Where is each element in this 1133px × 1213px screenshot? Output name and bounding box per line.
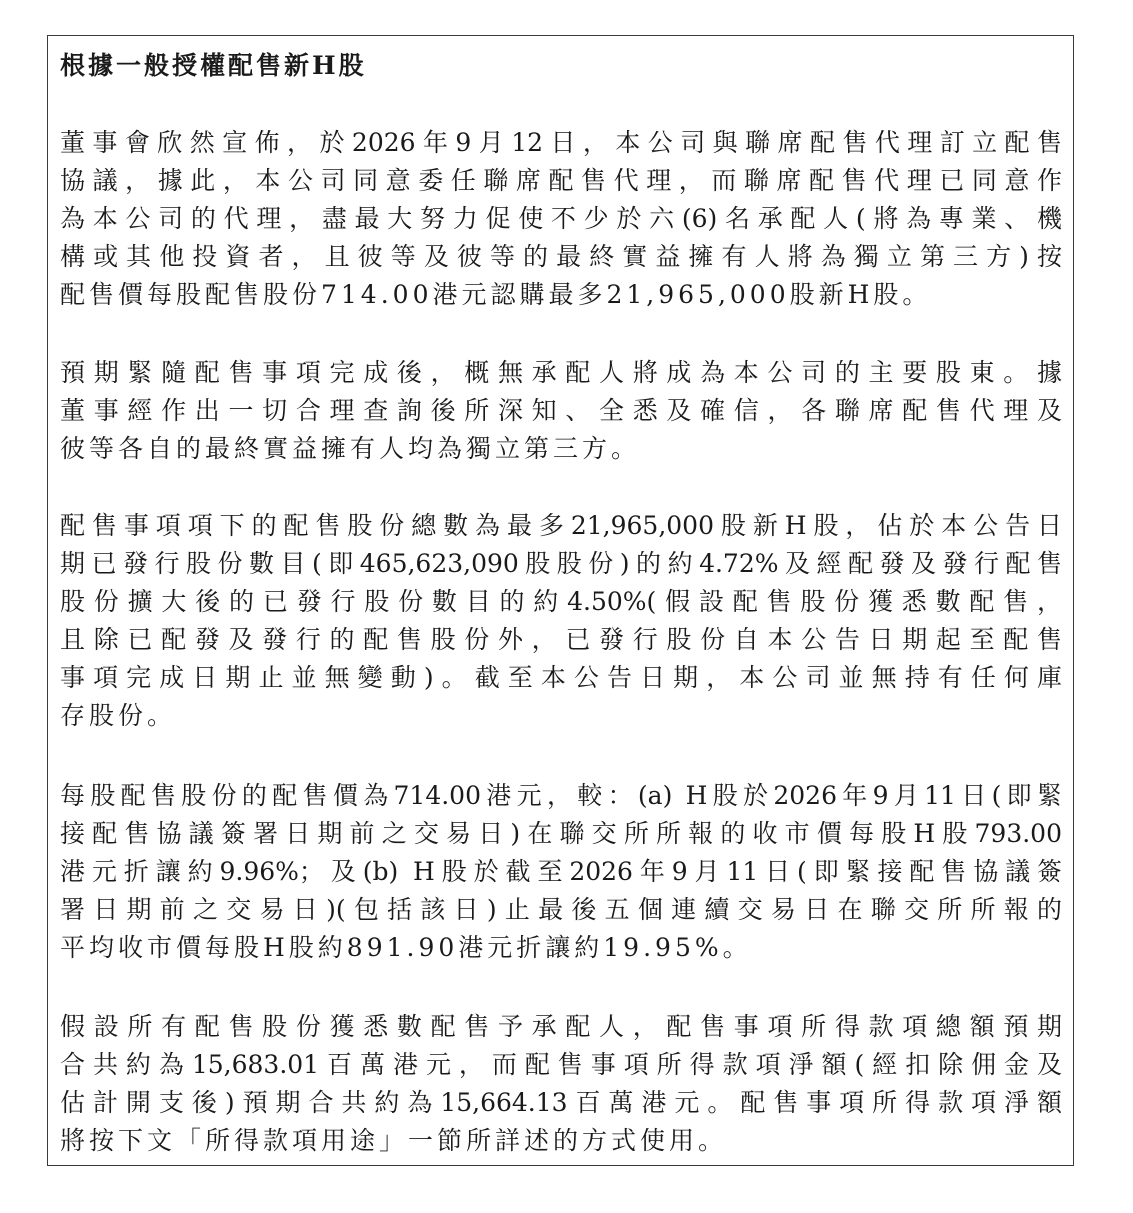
paragraph-line: 配售事項項下的配售股份總數為最多21,965,000股新H股，佔於本公告日 [60, 511, 1062, 540]
paragraph-line: 期已發行股份數目(即465,623,090股股份)的約4.72%及經配發及發行配售 [60, 549, 1062, 578]
paragraph-line: 股份擴大後的已發行股份數目的約4.50%(假設配售股份獲悉數配售， [60, 587, 1062, 616]
paragraph-line: 預期緊隨配售事項完成後，概無承配人將成為本公司的主要股東。據 [60, 358, 1062, 387]
paragraph-placing-shares [60, 507, 1062, 735]
paragraph-line: 存股份。 [60, 701, 177, 730]
paragraph-line: 平均收市價每股H股約891.90港元折讓約19.95%。 [60, 933, 752, 962]
paragraph-line: 事項完成日期止並無變動)。截至本公告日期，本公司並無持有任何庫 [60, 663, 1062, 692]
paragraph-line: 署日期前之交易日)(包括該日)止最後五個連續交易日在聯交所所報的 [60, 895, 1062, 924]
section-heading: 根據一般授權配售新H股 [60, 51, 367, 80]
paragraph-line: 董事經作出一切合理查詢後所深知、全悉及確信，各聯席配售代理及 [60, 396, 1062, 425]
paragraph-line: 估計開支後)預期合共約為15,664.13百萬港元。配售事項所得款項淨額 [60, 1088, 1062, 1117]
paragraph-line: 每股配售股份的配售價為714.00港元，較：(a) H股於2026年9月11日(即緊 [60, 781, 1062, 810]
paragraph-placees [60, 354, 1062, 468]
paragraph-line: 合共約為15,683.01百萬港元，而配售事項所得款項淨額(經扣除佣金及 [60, 1050, 1062, 1079]
paragraph-line: 且除已配發及發行的配售股份外，已發行股份自本公告日期起至配售 [60, 625, 1062, 654]
paragraph-line: 接配售協議簽署日期前之交易日)在聯交所所報的收市價每股H股793.00 [60, 819, 1062, 848]
paragraph-line: 配售價每股配售股份714.00港元認購最多21,965,000股新H股。 [60, 280, 932, 309]
paragraph-proceeds [60, 1008, 1062, 1160]
paragraph-placing-price [60, 777, 1062, 967]
paragraph-placing-agreement [60, 124, 1062, 314]
paragraph-line: 董事會欣然宣佈，於2026年9月12日，本公司與聯席配售代理訂立配售 [60, 128, 1062, 157]
paragraph-line: 假設所有配售股份獲悉數配售予承配人，配售事項所得款項總額預期 [60, 1012, 1062, 1041]
paragraph-line: 將按下文「所得款項用途」一節所詳述的方式使用。 [60, 1126, 728, 1155]
paragraph-line: 彼等各自的最終實益擁有人均為獨立第三方。 [60, 434, 641, 463]
paragraph-line: 協議，據此，本公司同意委任聯席配售代理，而聯席配售代理已同意作 [60, 166, 1062, 195]
paragraph-line: 港元折讓約9.96%；及(b) H股於截至2026年9月11日(即緊接配售協議簽 [60, 857, 1062, 886]
paragraph-line: 構或其他投資者，且彼等及彼等的最終實益擁有人將為獨立第三方)按 [60, 242, 1062, 271]
paragraph-line: 為本公司的代理，盡最大努力促使不少於六(6)名承配人(將為專業、機 [60, 204, 1062, 233]
